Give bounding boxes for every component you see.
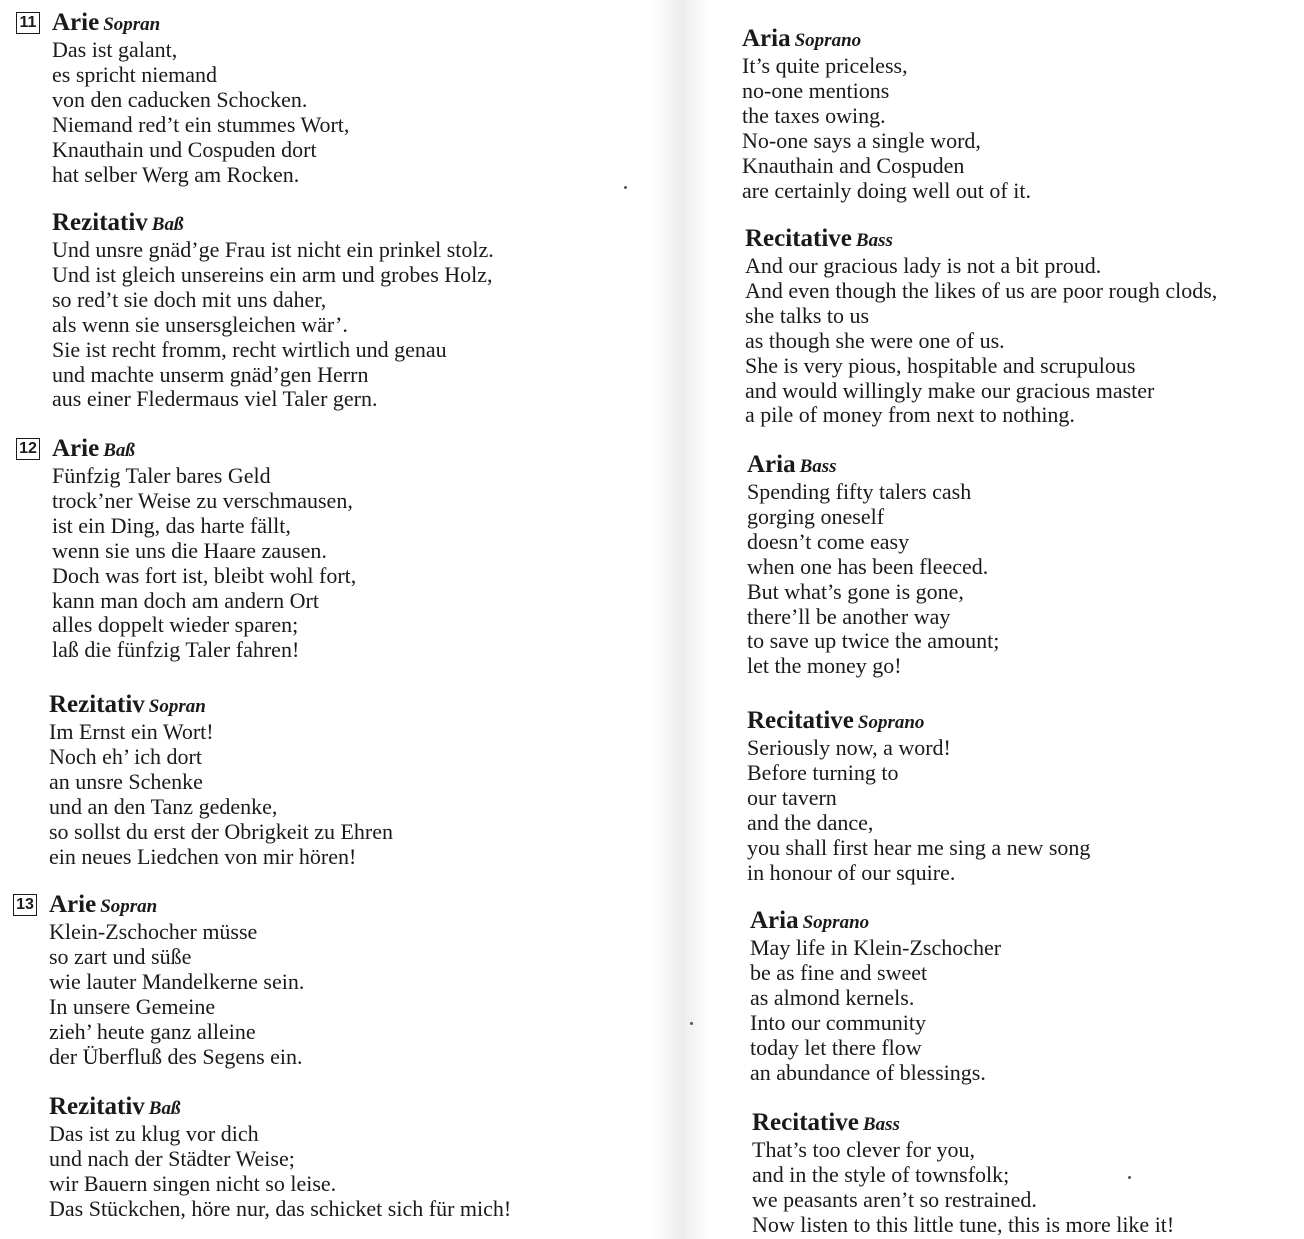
lyric-line: there’ll be another way — [747, 603, 951, 629]
libretto-section — [0, 690, 650, 869]
lyric-line: Knauthain and Cospuden — [742, 152, 965, 178]
lyric-line: und an den Tanz gedenke, — [49, 793, 278, 819]
movement-title: Aria — [747, 451, 796, 478]
lyric-line: And our gracious lady is not a bit proud. — [745, 253, 1102, 278]
voice-label: Sopran — [100, 896, 158, 917]
lyric-line: when one has been fleeced. — [747, 553, 989, 579]
lyric-line: a pile of money from next to nothing. — [745, 402, 1075, 428]
voice-label: Soprano — [802, 912, 870, 933]
section-heading — [742, 24, 1304, 54]
lyric-line: ein neues Liedchen von mir hören! — [49, 843, 357, 869]
lyric-line: May life in Klein-Zschocher — [750, 935, 1002, 960]
voice-label: Baß — [148, 1098, 181, 1119]
lyric-line: so red’t sie doch mit uns daher, — [52, 286, 327, 312]
lyric-line: so sollst du erst der Obrigkeit zu Ehren — [49, 818, 393, 844]
lyric-line: von den caducken Schocken. — [52, 86, 308, 112]
voice-label: Baß — [103, 440, 135, 461]
libretto-section — [0, 8, 650, 187]
movement-number: 12 — [16, 438, 40, 460]
voice-label: Soprano — [857, 712, 925, 733]
lyric-line: so zart und süße — [49, 943, 192, 969]
lyric-line: Fünfzig Taler bares Geld — [52, 463, 271, 488]
lyric-line: Before turning to — [747, 759, 899, 785]
lyric-line: as though she were one of us. — [745, 327, 1005, 353]
voice-label: Baß — [151, 214, 184, 235]
lyric-line: as almond kernels. — [750, 984, 915, 1010]
lyric-line: Into our community — [750, 1009, 926, 1035]
lyric-line: be as fine and sweet — [750, 959, 928, 985]
libretto-section — [700, 706, 1304, 885]
movement-title: Rezitativ — [49, 691, 145, 718]
movement-number: 11 — [16, 12, 40, 34]
lyric-line: an unsre Schenke — [49, 768, 203, 794]
libretto-section — [0, 1092, 650, 1222]
lyric-line: She is very pious, hospitable and scrupulous — [745, 352, 1136, 378]
lyric-line: es spricht niemand — [52, 61, 217, 87]
movement-title: Arie — [49, 891, 97, 918]
lyric-line: als wenn sie unsersgleichen wär’. — [52, 311, 348, 337]
lyric-line: our tavern — [747, 784, 837, 810]
print-speck — [690, 1022, 693, 1025]
lyric-line: and the dance, — [747, 809, 874, 835]
lyric-line: ist ein Ding, das harte fällt, — [52, 512, 291, 538]
section-heading — [747, 706, 1304, 736]
libretto-section — [700, 224, 1304, 428]
lyric-line: Das ist galant, — [52, 37, 178, 62]
lyric-line: Niemand red’t ein stummes Wort, — [52, 111, 350, 137]
lyric-line: laß die fünfzig Taler fahren! — [52, 637, 300, 663]
lyric-line: Knauthain und Cospuden dort — [52, 136, 317, 162]
section-heading — [49, 890, 650, 920]
lyric-line: and would willingly make our gracious master — [745, 377, 1155, 403]
lyric-line: Und ist gleich unsereins ein arm und grobes Holz, — [52, 261, 493, 287]
lyric-line: Noch eh’ ich dort — [49, 743, 202, 769]
movement-title: Rezitativ — [49, 1093, 145, 1120]
lyric-line: zieh’ heute ganz alleine — [49, 1018, 256, 1044]
libretto-section — [700, 24, 1304, 203]
movement-title: Recitative — [745, 225, 852, 252]
lyric-line: trock’ner Weise zu verschmausen, — [52, 487, 353, 513]
voice-label: Sopran — [103, 14, 161, 35]
movement-title: Arie — [52, 435, 100, 462]
section-heading — [52, 434, 650, 464]
libretto-section — [700, 1108, 1304, 1238]
lyric-line: the taxes owing. — [742, 102, 886, 128]
lyric-line: an abundance of blessings. — [750, 1059, 986, 1085]
lyric-line: let the money go! — [747, 653, 902, 679]
lyric-line: In unsere Gemeine — [49, 993, 216, 1019]
lyric-line: wenn sie uns die Haare zausen. — [52, 537, 327, 563]
lyric-line: no-one mentions — [742, 77, 890, 103]
lyric-line: No-one says a single word, — [742, 127, 981, 153]
lyric-line: wir Bauern singen nicht so leise. — [49, 1170, 337, 1196]
lyric-line: Sie ist recht fromm, recht wirtlich und genau — [52, 336, 447, 362]
section-heading — [747, 450, 1304, 480]
print-speck — [1128, 1176, 1131, 1179]
section-heading — [752, 1108, 1304, 1138]
lyric-line: alles doppelt wieder sparen; — [52, 612, 299, 638]
lyric-line: and in the style of townsfolk; — [752, 1161, 1010, 1187]
movement-title: Recitative — [747, 707, 854, 734]
section-heading — [52, 8, 650, 38]
movement-number: 13 — [13, 894, 37, 916]
movement-title: Aria — [750, 907, 799, 934]
voice-label: Soprano — [794, 30, 862, 51]
lyric-line: gorging oneself — [747, 503, 885, 529]
lyric-line: hat selber Werg am Rocken. — [52, 161, 300, 187]
lyric-line: That’s too clever for you, — [752, 1137, 975, 1162]
movement-title: Rezitativ — [52, 209, 148, 236]
lyric-line: And even though the likes of us are poor rough clods, — [745, 277, 1218, 303]
movement-title: Recitative — [752, 1109, 859, 1136]
lyric-line: But what’s gone is gone, — [747, 578, 964, 604]
libretto-section — [0, 208, 650, 412]
lyric-line: aus einer Fledermaus viel Taler gern. — [52, 386, 378, 412]
lyric-line: to save up twice the amount; — [747, 628, 1000, 654]
lyric-line: are certainly doing well out of it. — [742, 177, 1031, 203]
libretto-section — [0, 434, 650, 663]
libretto-section — [0, 890, 650, 1069]
movement-title: Aria — [742, 25, 791, 52]
lyric-line: we peasants aren’t so restrained. — [752, 1186, 1037, 1212]
voice-label: Bass — [862, 1114, 900, 1135]
lyric-line: It’s quite priceless, — [742, 53, 908, 78]
section-heading — [49, 1092, 650, 1122]
voice-label: Bass — [855, 230, 893, 251]
lyric-line: Doch was fort ist, bleibt wohl fort, — [52, 562, 357, 588]
lyric-line: she talks to us — [745, 302, 870, 328]
voice-label: Bass — [799, 456, 837, 477]
section-heading — [745, 224, 1304, 254]
section-heading — [52, 208, 650, 238]
lyric-line: today let there flow — [750, 1034, 922, 1060]
lyric-line: und nach der Städter Weise; — [49, 1145, 295, 1171]
libretto-section — [700, 450, 1304, 679]
lyric-line: Seriously now, a word! — [747, 735, 951, 760]
lyric-line: Und unsre gnäd’ge Frau ist nicht ein prinkel stolz. — [52, 237, 494, 262]
lyric-line: you shall first hear me sing a new song — [747, 834, 1091, 860]
lyric-line: Das ist zu klug vor dich — [49, 1121, 259, 1146]
print-speck — [624, 186, 627, 189]
lyric-line: in honour of our squire. — [747, 859, 956, 885]
lyric-line: Klein-Zschocher müsse — [49, 919, 258, 944]
lyric-line: Im Ernst ein Wort! — [49, 719, 214, 744]
lyric-line: kann man doch am andern Ort — [52, 587, 319, 613]
libretto-section — [700, 906, 1304, 1085]
section-heading — [750, 906, 1304, 936]
lyric-line: doesn’t come easy — [747, 528, 910, 554]
lyric-line: Das Stückchen, höre nur, das schicket sich für mich! — [49, 1195, 512, 1221]
movement-title: Arie — [52, 9, 100, 36]
section-heading — [49, 690, 650, 720]
voice-label: Sopran — [148, 696, 206, 717]
lyric-line: Now listen to this little tune, this is more like it! — [752, 1211, 1175, 1237]
lyric-line: Spending fifty talers cash — [747, 479, 972, 504]
lyric-line: der Überfluß des Segens ein. — [49, 1043, 303, 1069]
lyric-line: und machte unserm gnäd’gen Herrn — [52, 361, 369, 387]
lyric-line: wie lauter Mandelkerne sein. — [49, 968, 305, 994]
